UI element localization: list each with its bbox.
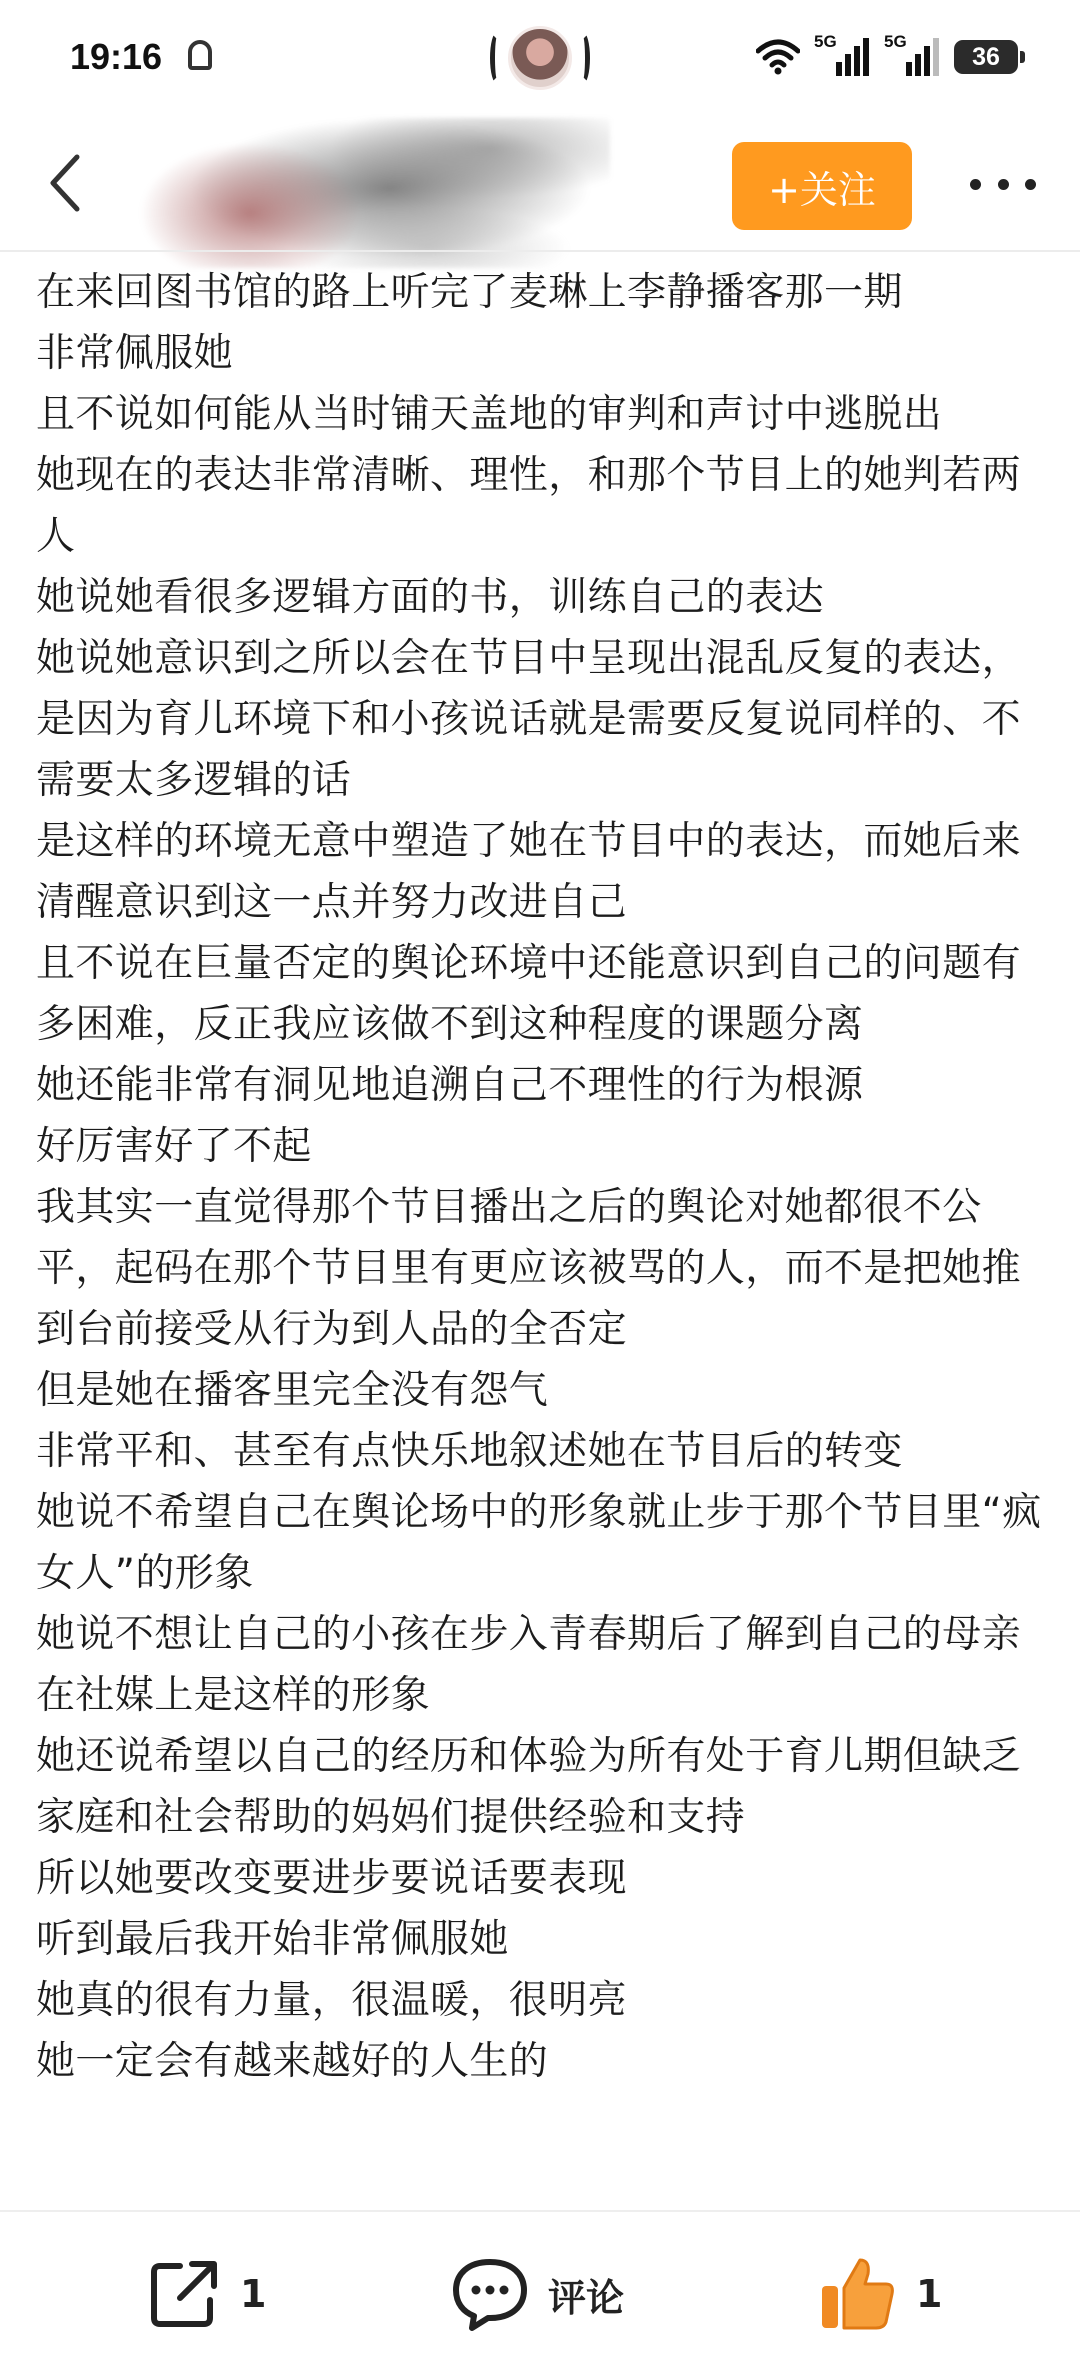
wifi-icon (756, 39, 800, 75)
post-line: 且不说在巨量否定的舆论环境中还能意识到自己的问题有多困难，反正我应该做不到这种程度的课题分离 (36, 941, 1022, 1047)
post-body (36, 262, 1046, 2092)
bottom-action-bar (0, 2212, 1080, 2376)
notification-icon (188, 40, 212, 70)
post-line: 她现在的表达非常清晰、理性，和那个节目上的她判若两人 (36, 453, 1022, 559)
floating-avatar-icon[interactable] (498, 26, 582, 90)
author-info-redacted[interactable] (130, 118, 610, 268)
post-line: 所以她要改变要进步要说话要表现 (36, 1856, 628, 1901)
comment-icon (450, 2256, 530, 2332)
comment-label: 评论 (548, 2275, 625, 2320)
post-line: 她还能非常有洞见地追溯自己不理性的行为根源 (36, 1063, 864, 1108)
share-count: 1 (240, 2272, 267, 2316)
share-icon (146, 2256, 222, 2332)
divider (0, 250, 1080, 252)
post-line: 非常佩服她 (36, 331, 234, 376)
post-line: 她真的很有力量，很温暖，很明亮 (36, 1978, 628, 2023)
more-icon (970, 179, 981, 190)
status-time: 19:16 (70, 36, 163, 77)
like-count: 1 (916, 2272, 943, 2316)
more-options-button[interactable] (958, 154, 1048, 214)
follow-button[interactable]: +关注 (732, 142, 912, 230)
share-button[interactable] (146, 2254, 266, 2334)
post-line: 她说不希望自己在舆论场中的形象就止步于那个节目里“疯女人”的形象 (36, 1490, 1042, 1596)
post-line: 她说她意识到之所以会在节目中呈现出混乱反复的表达，是因为育儿环境下和小孩说话就是需要反复说同样的、不需要太多逻辑的话 (36, 636, 1022, 803)
battery-indicator: 36 (954, 40, 1018, 74)
post-line: 在来回图书馆的路上听完了麦琳上李静播客那一期 (36, 270, 903, 315)
post-line: 但是她在播客里完全没有怨气 (36, 1368, 549, 1413)
like-button[interactable] (818, 2254, 942, 2334)
status-indicators (756, 32, 1018, 78)
post-line: 非常平和、甚至有点快乐地叙述她在节目后的转变 (36, 1429, 903, 1474)
back-icon (45, 153, 85, 213)
post-line: 听到最后我开始非常佩服她 (36, 1917, 509, 1962)
post-line: 她说她看很多逻辑方面的书，训练自己的表达 (36, 575, 825, 620)
post-line: 她说不想让自己的小孩在步入青春期后了解到自己的母亲在社媒上是这样的形象 (36, 1612, 1022, 1718)
cellular-signal-2-icon: 5G (884, 36, 940, 78)
top-nav-bar (0, 118, 1080, 250)
back-button[interactable] (30, 148, 100, 218)
status-bar (0, 0, 1080, 118)
post-line: 她还说希望以自己的经历和体验为所有处于育儿期但缺乏家庭和社会帮助的妈妈们提供经验和支持 (36, 1734, 1022, 1840)
thumbs-up-icon (818, 2254, 898, 2334)
post-line: 是这样的环境无意中塑造了她在节目中的表达，而她后来清醒意识到这一点并努力改进自己 (36, 819, 1022, 925)
post-line: 我其实一直觉得那个节目播出之后的舆论对她都很不公平，起码在那个节目里有更应该被骂的人，而不是把她推到台前接受从行为到人品的全否定 (36, 1185, 1022, 1352)
cellular-signal-1-icon: 5G (814, 36, 870, 78)
post-line: 好厉害好了不起 (36, 1124, 312, 1169)
comment-button[interactable] (450, 2254, 624, 2334)
post-line: 她一定会有越来越好的人生的 (36, 2039, 549, 2084)
post-line: 且不说如何能从当时铺天盖地的审判和声讨中逃脱出 (36, 392, 943, 437)
